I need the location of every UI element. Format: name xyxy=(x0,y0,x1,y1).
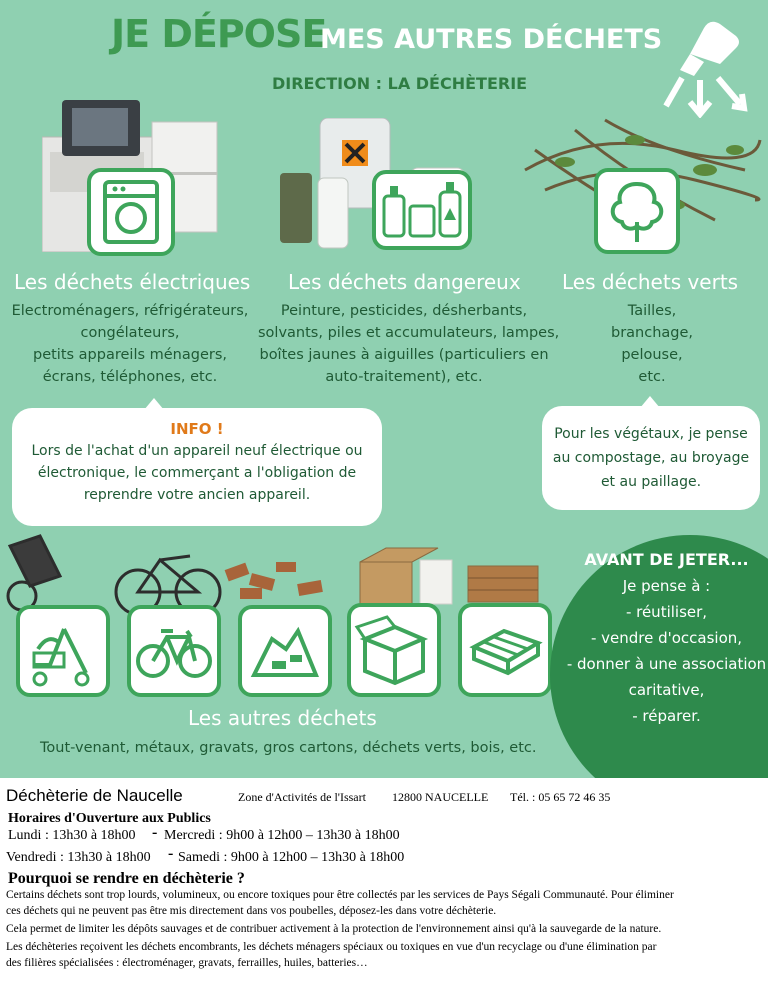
bicycle-icon xyxy=(127,605,221,697)
green-line: etc. xyxy=(638,369,666,385)
green-waste-title: Les déchets verts xyxy=(562,270,739,294)
green-line: branchage, xyxy=(610,325,694,341)
other-waste-description: Tout-venant, métaux, gravats, gros cartons, déchets verts, bois, etc. xyxy=(40,740,537,756)
compost-line: Pour les végétaux, je pense xyxy=(554,426,748,442)
green-line: Tailles, xyxy=(627,303,677,319)
dangerous-line: solvants, piles et accumulateurs, lampes, xyxy=(258,325,560,341)
tree-icon xyxy=(594,168,680,254)
dangerous-line: Peinture, pesticides, désherbants, xyxy=(280,303,528,319)
info-box xyxy=(12,408,382,526)
compost-box xyxy=(542,406,760,510)
compost-line: et au paillage. xyxy=(600,474,702,490)
avant-title: AVANT DE JETER... xyxy=(584,550,749,569)
green-waste-description xyxy=(572,300,732,388)
other-waste-title: Les autres déchets xyxy=(188,706,377,730)
dangerous-waste-description xyxy=(258,300,560,388)
electric-line: écrans, téléphones, etc. xyxy=(42,369,218,385)
compost-pointer xyxy=(640,396,660,408)
facility-zone: Zone d'Activités de l'Issart xyxy=(238,790,366,804)
pallet-icon xyxy=(458,603,552,697)
facility-phone: Tél. : 05 65 72 46 35 xyxy=(510,790,611,804)
electric-waste-description xyxy=(0,300,260,388)
hours-separator: - xyxy=(168,845,174,862)
why-paragraph-3-line-1: Les déchèteries reçoivent les déchets encombrants, les déchets ménagers spéciaux ou toxiques en vue d'un recyclage ou d'une élimination par xyxy=(6,941,657,953)
electric-line: petits appareils ménagers, xyxy=(32,347,228,363)
info-pointer xyxy=(144,398,164,410)
dangerous-line: auto-traitement), etc. xyxy=(325,369,483,385)
avant-line: Je pense à : xyxy=(622,577,711,595)
facility-name: Déchèterie de Naucelle xyxy=(6,786,183,805)
rubble-icon xyxy=(238,605,332,697)
facility-city: 12800 NAUCELLE xyxy=(392,790,489,804)
info-line: électronique, le commerçant a l'obligation de xyxy=(37,465,357,481)
title-rest: MES AUTRES DÉCHETS xyxy=(320,24,663,55)
compost-line: au compostage, au broyage xyxy=(552,450,750,466)
avant-line: - donner à une association xyxy=(566,655,767,673)
cardboard-box-icon xyxy=(347,603,441,697)
avant-line: - réutiliser, xyxy=(625,603,708,621)
hours-friday: Vendredi : 13h30 à 18h00 xyxy=(6,850,151,865)
stroller-icon xyxy=(16,605,110,697)
info-line: reprendre votre ancien appareil. xyxy=(83,487,311,503)
info-title: INFO ! xyxy=(170,420,224,438)
electric-waste-title: Les déchets électriques xyxy=(14,270,251,294)
avant-line: - vendre d'occasion, xyxy=(590,629,743,647)
direction-subtitle: DIRECTION : LA DÉCHÈTERIE xyxy=(272,74,528,93)
hours-monday: Lundi : 13h30 à 18h00 xyxy=(8,828,136,843)
avant-de-jeter-text xyxy=(565,547,768,729)
electric-line: Electroménagers, réfrigérateurs, xyxy=(11,303,249,319)
dangerous-line: boîtes jaunes à aiguilles (particuliers en xyxy=(259,347,549,363)
title-main: JE DÉPOSE xyxy=(111,12,327,56)
hours-wednesday: Mercredi : 9h00 à 12h00 – 13h30 à 18h00 xyxy=(164,828,400,843)
hours-separator: - xyxy=(152,824,158,841)
info-line: Lors de l'achat d'un appareil neuf électrique ou xyxy=(31,443,363,459)
why-paragraph-1-line-2: ces déchets qui ne peuvent pas être mis directement dans vos poubelles, déposez-les dans votre déchèterie. xyxy=(6,905,497,917)
drop-off-hand-icon xyxy=(660,14,760,118)
why-paragraph-1-line-1: Certains déchets sont trop lourds, volumineux, ou encore toxiques pour être collectés par les services de Pays Ségali Communauté. Pour éliminer xyxy=(6,889,674,901)
avant-line: caritative, xyxy=(628,681,705,699)
why-title: Pourquoi se rendre en déchèterie ? xyxy=(8,870,245,887)
dangerous-waste-title: Les déchets dangereux xyxy=(288,270,521,294)
electric-line: congélateurs, xyxy=(80,325,180,341)
chemical-bottles-icon xyxy=(372,170,472,250)
avant-line: - réparer. xyxy=(632,707,701,725)
hours-saturday: Samedi : 9h00 à 12h00 – 13h30 à 18h00 xyxy=(178,850,405,865)
why-paragraph-3-line-2: des filières spécialisées : électroménager, gravats, ferrailles, huiles, batteries… xyxy=(6,957,368,969)
hours-title: Horaires d'Ouverture aux Publics xyxy=(8,811,211,826)
washing-machine-icon xyxy=(87,168,175,256)
why-paragraph-2: Cela permet de limiter les dépôts sauvages et de contribuer activement à la protection de l'environnement ainsi qu'à la sauvegarde de la nature. xyxy=(6,923,662,935)
green-line: pelouse, xyxy=(621,347,683,363)
